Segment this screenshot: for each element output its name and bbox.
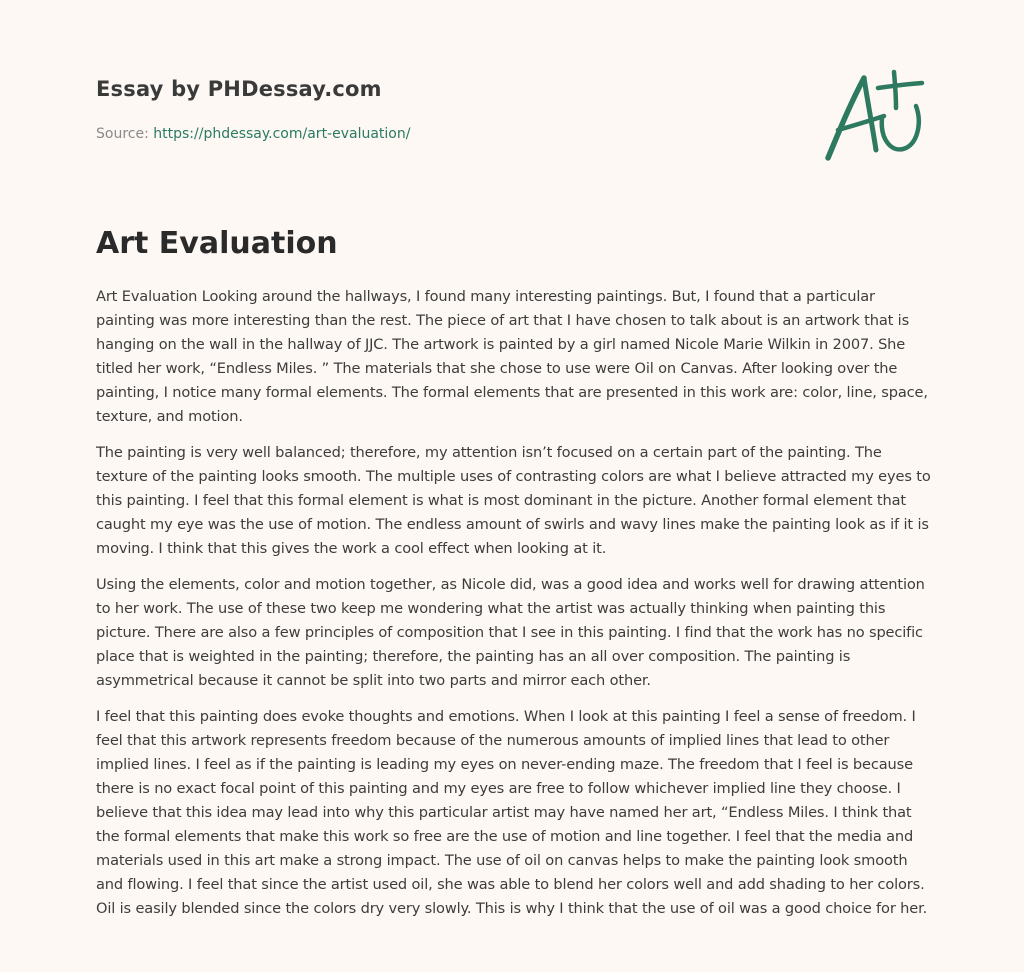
source-label: Source:	[96, 126, 149, 142]
article-body	[96, 285, 932, 933]
article-title: Art Evaluation	[96, 226, 338, 261]
page-header	[96, 74, 796, 144]
source-link[interactable]: https://phdessay.com/art-evaluation/	[153, 126, 411, 142]
paragraph: I feel that this painting does evoke thoughts and emotions. When I look at this painting I feel a sense of freedom. I feel that this artwork represents freedom because of the numerous amounts of implied lines that lead to other implied lines. I feel as if the painting is leading my eyes on never-ending maze. The freedom that I feel is because there is no exact focal point of this painting and my eyes are free to follow whichever implied line they choose. I believe that this idea may lead into why this particular artist may have named her art, “Endless Miles. I think that the formal elements that make this work so free are the use of motion and line together. I feel that the media and materials used in this art make a strong impact. The use of oil on canvas helps to make the painting look smooth and flowing. I feel that since the artist used oil, she was able to blend her colors well and add shading to her colors. Oil is easily blended since the colors dry very slowly. This is why I think that the use of oil was a good choice for her.	[96, 708, 928, 917]
paragraph: Art Evaluation Looking around the hallways, I found many interesting paintings. But, I found that a particular painting was more interesting than the rest. The piece of art that I have chosen to talk about is an artwork that is hanging on the wall in the hallway of JJC. The artwork is painted by a girl named Nicole Marie Wilkin in 2007. She titled her work, “Endless Miles. ” The materials that she chose to use were Oil on Canvas. After looking over the painting, I notice many formal elements. The formal elements that are presented in this work are: color, line, space, texture, and motion.	[96, 288, 928, 425]
source-line	[96, 124, 796, 144]
paragraph: Using the elements, color and motion together, as Nicole did, was a good idea and works well for drawing attention to her work. The use of these two keep me wondering what the artist was actually thinking when painting this picture. There are also a few principles of composition that I see in this painting. I find that the work has no specific place that is weighted in the painting; therefore, the painting has an all over composition. The painting is asymmetrical because it cannot be split into two parts and mirror each other.	[96, 576, 925, 689]
paragraph: The painting is very well balanced; therefore, my attention isn’t focused on a certain part of the painting. The texture of the painting looks smooth. The multiple uses of contrasting colors are what I believe attracted my eyes to this painting. I feel that this formal element is what is most dominant in the picture. Another formal element that caught my eye was the use of motion. The endless amount of swirls and wavy lines make the painting look as if it is moving. I think that this gives the work a cool effect when looking at it.	[96, 444, 931, 557]
brand-title: Essay by PHDessay.com	[96, 77, 382, 101]
a-plus-grade-icon	[818, 64, 930, 168]
